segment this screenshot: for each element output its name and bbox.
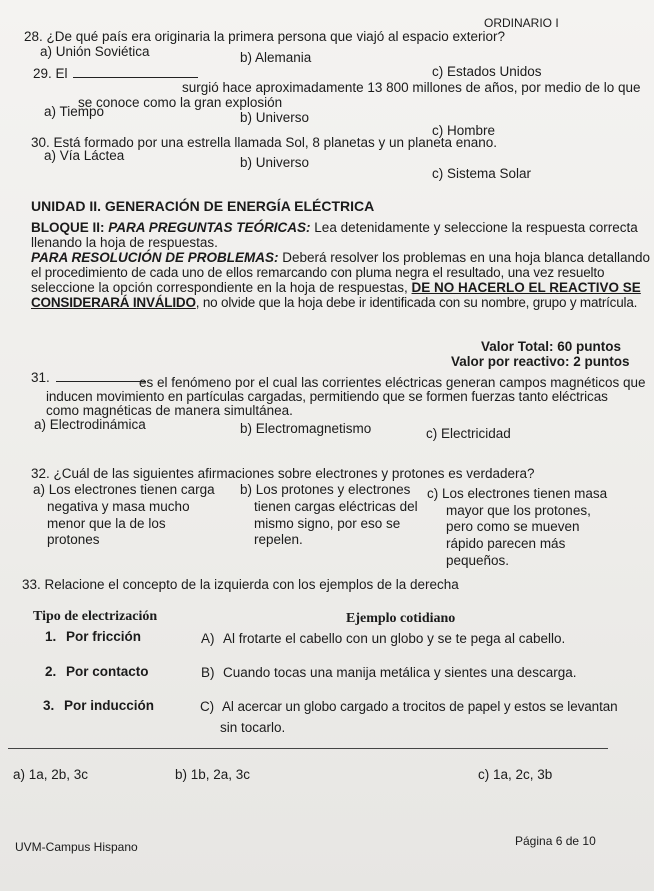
column-header-type: Tipo de electrización <box>33 609 158 624</box>
match-row-3-type: Por inducción <box>64 698 155 713</box>
question-29-option-b: b) Universo <box>240 110 310 125</box>
question-32-option-c-line3: pero como se mueven <box>446 519 580 534</box>
match-row-2-letter: B) <box>201 665 215 680</box>
question-31-stem: es el fenómeno por el cual las corrientes eléctricas generan campos magnéticos que <box>139 375 646 390</box>
question-28-option-b: b) Alemania <box>240 50 312 65</box>
problems-label: PARA RESOLUCIÓN DE PROBLEMAS: <box>31 250 279 265</box>
item-value: Valor por reactivo: 2 puntos <box>451 354 630 369</box>
question-32-option-b-line4: repelen. <box>254 532 303 547</box>
question-31-line2: inducen movimiento en partículas cargadas, permitiendo que se formen fuerzas tanto eléctricas <box>46 389 608 404</box>
invalid-warning-start: DE NO HACERLO EL REACTIVO SE <box>411 280 641 295</box>
question-30-option-c: c) Sistema Solar <box>432 166 532 181</box>
question-32-option-c-line5: pequeños. <box>446 553 510 568</box>
instructions-theory-line2: llenando la hoja de respuestas. <box>31 235 218 250</box>
bloque-label: BLOQUE II: <box>31 220 105 235</box>
instructions-problems-line2: el procedimiento de cada uno de ellos remarcando con pluma negra el resultado, una vez resuelto <box>31 265 605 280</box>
question-29-number <box>33 66 198 82</box>
question-32-option-a-line2: negativa y masa mucho <box>47 499 190 514</box>
question-30-option-a: a) Vía Láctea <box>44 148 125 163</box>
question-28-option-a: a) Unión Soviética <box>40 44 150 59</box>
question-32-option-b-line1: b) Los protones y electrones <box>240 482 411 497</box>
instructions-problems-line3 <box>31 280 641 296</box>
question-32-option-c-line2: mayor que los protones, <box>446 503 591 518</box>
question-32-option-c-line1: c) Los electrones tienen masa <box>427 486 608 501</box>
match-row-2-type: Por contacto <box>66 664 149 679</box>
match-row-1-type: Por fricción <box>66 629 142 644</box>
question-31-number <box>31 370 146 386</box>
question-32-option-b-line2: tienen cargas eléctricas del <box>254 499 418 514</box>
theory-label: PARA PREGUNTAS TEÓRICAS: <box>108 220 311 235</box>
question-33-option-a: a) 1a, 2b, 3c <box>13 767 89 782</box>
match-row-3-number: 3. <box>43 698 55 713</box>
theory-text: Lea detenidamente y seleccione la respuesta correcta <box>314 220 638 235</box>
instructions-problems <box>31 250 650 266</box>
question-31-option-c: c) Electricidad <box>426 426 511 441</box>
question-33-stem: 33. Relacione el concepto de la izquierda con los ejemplos de la derecha <box>22 577 459 592</box>
match-row-1-number: 1. <box>45 629 57 644</box>
instructions-problems-line4 <box>31 295 637 311</box>
question-28-option-c: c) Estados Unidos <box>432 64 542 79</box>
question-29-stem: surgió hace aproximadamente 13 800 millones de años, por medio de lo que <box>182 80 641 95</box>
exam-label: ORDINARIO I <box>484 16 559 30</box>
unit-heading: UNIDAD II. GENERACIÓN DE ENERGÍA ELÉCTRICA <box>31 198 375 214</box>
question-33-option-c: c) 1a, 2c, 3b <box>478 767 553 782</box>
question-32-option-b-line3: mismo signo, por eso se <box>254 516 401 531</box>
question-30-stem: 30. Está formado por una estrella llamada Sol, 8 planetas y un planeta enano. <box>31 135 498 150</box>
question-31-option-a: a) Electrodinámica <box>34 417 146 432</box>
question-32-option-a-line1: a) Los electrones tienen carga <box>33 482 215 497</box>
divider <box>8 748 608 749</box>
match-row-2-number: 2. <box>45 664 57 679</box>
match-row-2-example: Cuando tocas una manija metálica y sientes una descarga. <box>223 665 577 680</box>
question-30-option-b: b) Universo <box>240 155 310 170</box>
match-row-1-letter: A) <box>201 631 215 646</box>
question-32-option-c-line4: rápido parecen más <box>446 536 566 551</box>
question-29-option-c: c) Hombre <box>432 123 496 138</box>
invalid-warning-end: CONSIDERARÁ INVÁLIDO <box>31 295 196 310</box>
answer-blank <box>56 370 146 382</box>
match-row-3-letter: C) <box>200 699 215 714</box>
question-33-option-b: b) 1b, 2a, 3c <box>175 767 251 782</box>
match-row-3-example: Al acercar un globo cargado a trocitos de papel y estos se levantan <box>222 699 618 714</box>
question-31-option-b: b) Electromagnetismo <box>240 421 372 436</box>
question-31-num: 31. <box>31 370 50 385</box>
problems-text: Deberá resolver los problemas en una hoja blanca detallando <box>282 250 651 265</box>
problems-line3-text: seleccione la opción correspondiente en la hoja de respuestas, <box>31 280 408 295</box>
question-32-option-a-line3: menor que la de los <box>47 516 166 531</box>
question-31-line3: como magnéticas de manera simultánea. <box>46 403 293 418</box>
match-row-1-example: Al frotarte el cabello con un globo y se te pega al cabello. <box>223 631 566 646</box>
match-row-3-example-cont: sin tocarlo. <box>220 720 286 735</box>
total-value: Valor Total: 60 puntos <box>481 339 622 354</box>
column-header-example: Ejemplo cotidiano <box>346 611 456 626</box>
question-29-num: 29. El <box>33 66 68 81</box>
footer-page-number: Página 6 de 10 <box>515 834 596 848</box>
question-29-option-a: a) Tiempo <box>44 104 105 119</box>
question-32-option-a-line4: protones <box>47 532 100 547</box>
answer-blank <box>73 66 198 78</box>
question-32-stem: 32. ¿Cuál de las siguientes afirmaciones sobre electrones y protones es verdadera? <box>31 466 535 481</box>
footer-campus: UVM-Campus Hispano <box>15 840 138 854</box>
question-29-stem-line2: se conoce como la gran explosión <box>78 95 283 110</box>
identification-note: , no olvide que la hoja debe ir identificada con su nombre, grupo y matrícula. <box>195 295 638 310</box>
question-28-stem: 28. ¿De qué país era originaria la primera persona que viajó al espacio exterior? <box>24 29 506 44</box>
instructions-theory <box>31 220 638 236</box>
